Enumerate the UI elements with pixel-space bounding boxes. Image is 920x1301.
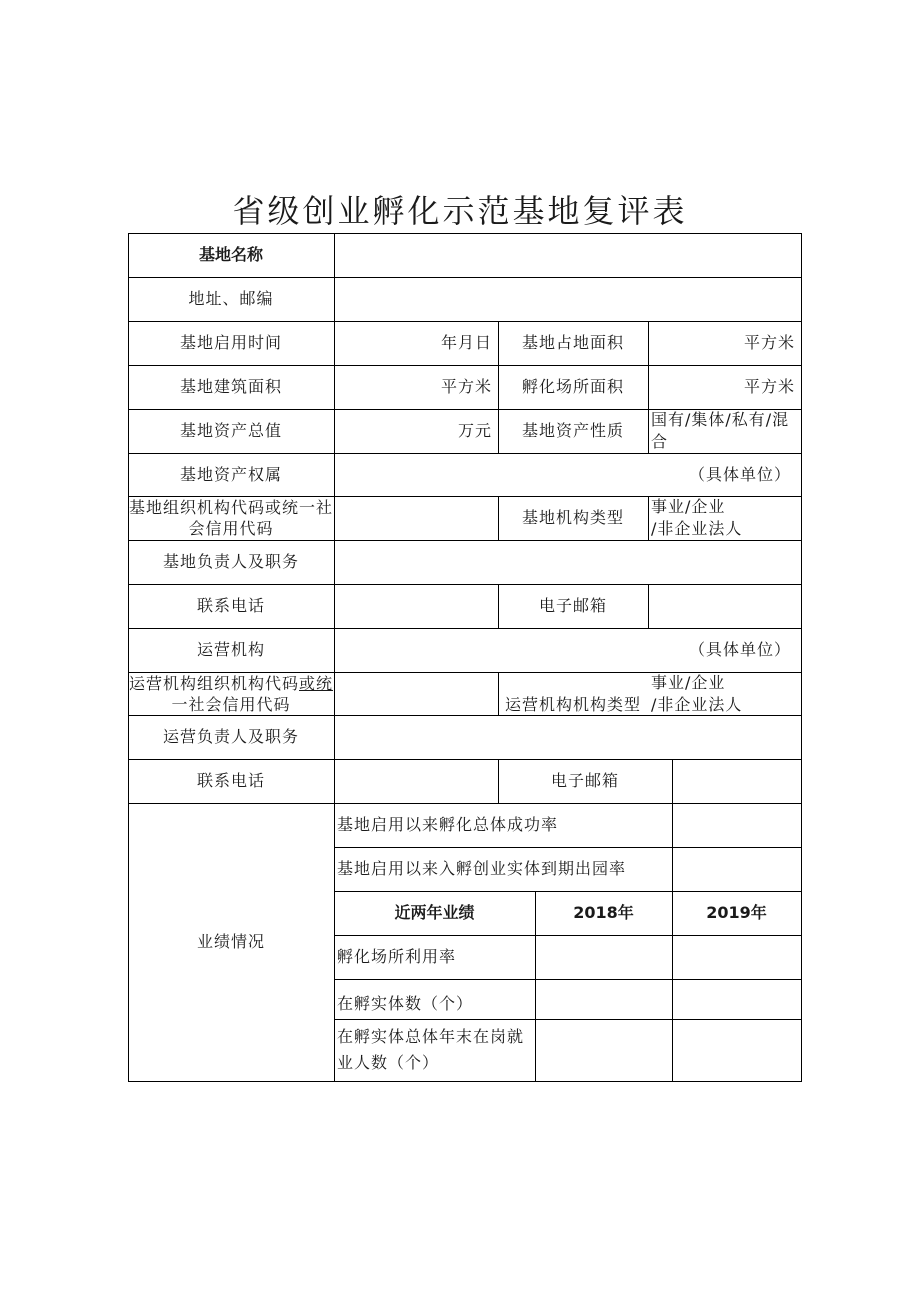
evaluation-form [128, 233, 802, 1082]
base-name-field[interactable] [334, 233, 801, 277]
asset-ownership-field[interactable]: （具体单位） [688, 464, 791, 484]
asset-total-field[interactable]: 万元 [457, 421, 492, 440]
asset-total-label: 基地资产总值 [179, 421, 282, 440]
start-time-field[interactable]: 年月日 [440, 333, 492, 352]
operator-type-option-line2: /非企业法人 [651, 694, 743, 714]
land-area-label: 基地占地面积 [521, 333, 624, 352]
asset-ownership-label: 基地资产权属 [179, 464, 282, 484]
org-code-label [128, 496, 334, 540]
success-rate-field[interactable] [672, 803, 801, 847]
utilization-2018-field[interactable] [535, 935, 672, 979]
building-area-field[interactable]: 平方米 [440, 377, 492, 396]
page-title: 省级创业孵化示范基地复评表 [232, 192, 688, 230]
operator-code-label [128, 672, 334, 715]
org-type-option-line2: /非企业法人 [651, 519, 743, 538]
land-area-field[interactable]: 平方米 [743, 333, 795, 352]
employment-label-line2: 业人数（个） [337, 1053, 440, 1072]
operator-phone-label: 联系电话 [196, 771, 265, 790]
operator-principal-field[interactable] [334, 715, 801, 759]
operator-field[interactable]: （具体单位） [688, 640, 791, 659]
email-field[interactable] [648, 584, 801, 628]
graduation-rate-field[interactable] [672, 847, 801, 891]
asset-nature-label: 基地资产性质 [521, 421, 624, 440]
start-time-label: 基地启用时间 [179, 333, 282, 352]
operator-type-option-line1: 事业/企业 [651, 672, 726, 692]
phone-field[interactable] [334, 584, 498, 628]
operator-email-label: 电子邮箱 [550, 771, 619, 790]
principal-field[interactable] [334, 540, 801, 584]
org-type-option-line1: 事业/企业 [651, 497, 726, 516]
base-name-label: 基地名称 [198, 245, 263, 264]
operator-type-options[interactable] [648, 672, 801, 715]
utilization-2019-field[interactable] [672, 935, 801, 979]
org-code-field[interactable] [334, 496, 498, 540]
entity-count-2018-field[interactable] [535, 979, 672, 1019]
year-2018-header: 2018年 [573, 903, 634, 922]
operator-email-field[interactable] [672, 759, 801, 803]
email-label: 电子邮箱 [538, 596, 607, 615]
building-area-label: 基地建筑面积 [179, 377, 282, 396]
success-rate-label: 基地启用以来孵化总体成功率 [337, 815, 559, 834]
year-2019-header: 2019年 [706, 903, 767, 922]
employment-2019-field[interactable] [672, 1019, 801, 1081]
operator-principal-label: 运营负责人及职务 [162, 727, 299, 746]
asset-nature-options[interactable]: 国有/集体/私有/混合 [651, 410, 790, 451]
utilization-label: 孵化场所利用率 [337, 947, 457, 966]
address-field[interactable] [334, 277, 801, 321]
org-type-label: 基地机构类型 [521, 508, 624, 527]
employment-label [334, 1019, 535, 1081]
operator-label: 运营机构 [196, 640, 265, 659]
performance-label: 业绩情况 [196, 932, 265, 951]
entity-count-2019-field[interactable] [672, 979, 801, 1019]
phone-label: 联系电话 [196, 596, 265, 615]
address-label: 地址、邮编 [188, 289, 274, 308]
employment-2018-field[interactable] [535, 1019, 672, 1081]
employment-label-line1: 在孵实体总体年末在岗就 [337, 1027, 525, 1046]
operator-type-label: 运营机构机构类型 [504, 695, 641, 714]
entity-count-label: 在孵实体数（个） [337, 994, 474, 1013]
operator-code-label-line1: 运营机构组织机构代码 [128, 673, 299, 693]
org-type-options[interactable] [648, 496, 801, 540]
graduation-rate-label: 基地启用以来入孵创业实体到期出园率 [337, 859, 627, 878]
recent-two-years-header: 近两年业绩 [394, 903, 475, 922]
operator-phone-field[interactable] [334, 759, 498, 803]
incubation-area-label: 孵化场所面积 [521, 377, 624, 396]
incubation-area-field[interactable]: 平方米 [743, 377, 795, 396]
principal-label: 基地负责人及职务 [162, 552, 299, 571]
operator-code-label-line2: 一社会信用代码 [171, 694, 291, 714]
org-code-label-line2: 会信用代码 [188, 519, 274, 538]
org-code-label-line1: 基地组织机构代码或统一社 [128, 498, 333, 517]
operator-code-field[interactable] [334, 672, 498, 715]
operator-code-label-underlined: 或统 [299, 673, 334, 693]
